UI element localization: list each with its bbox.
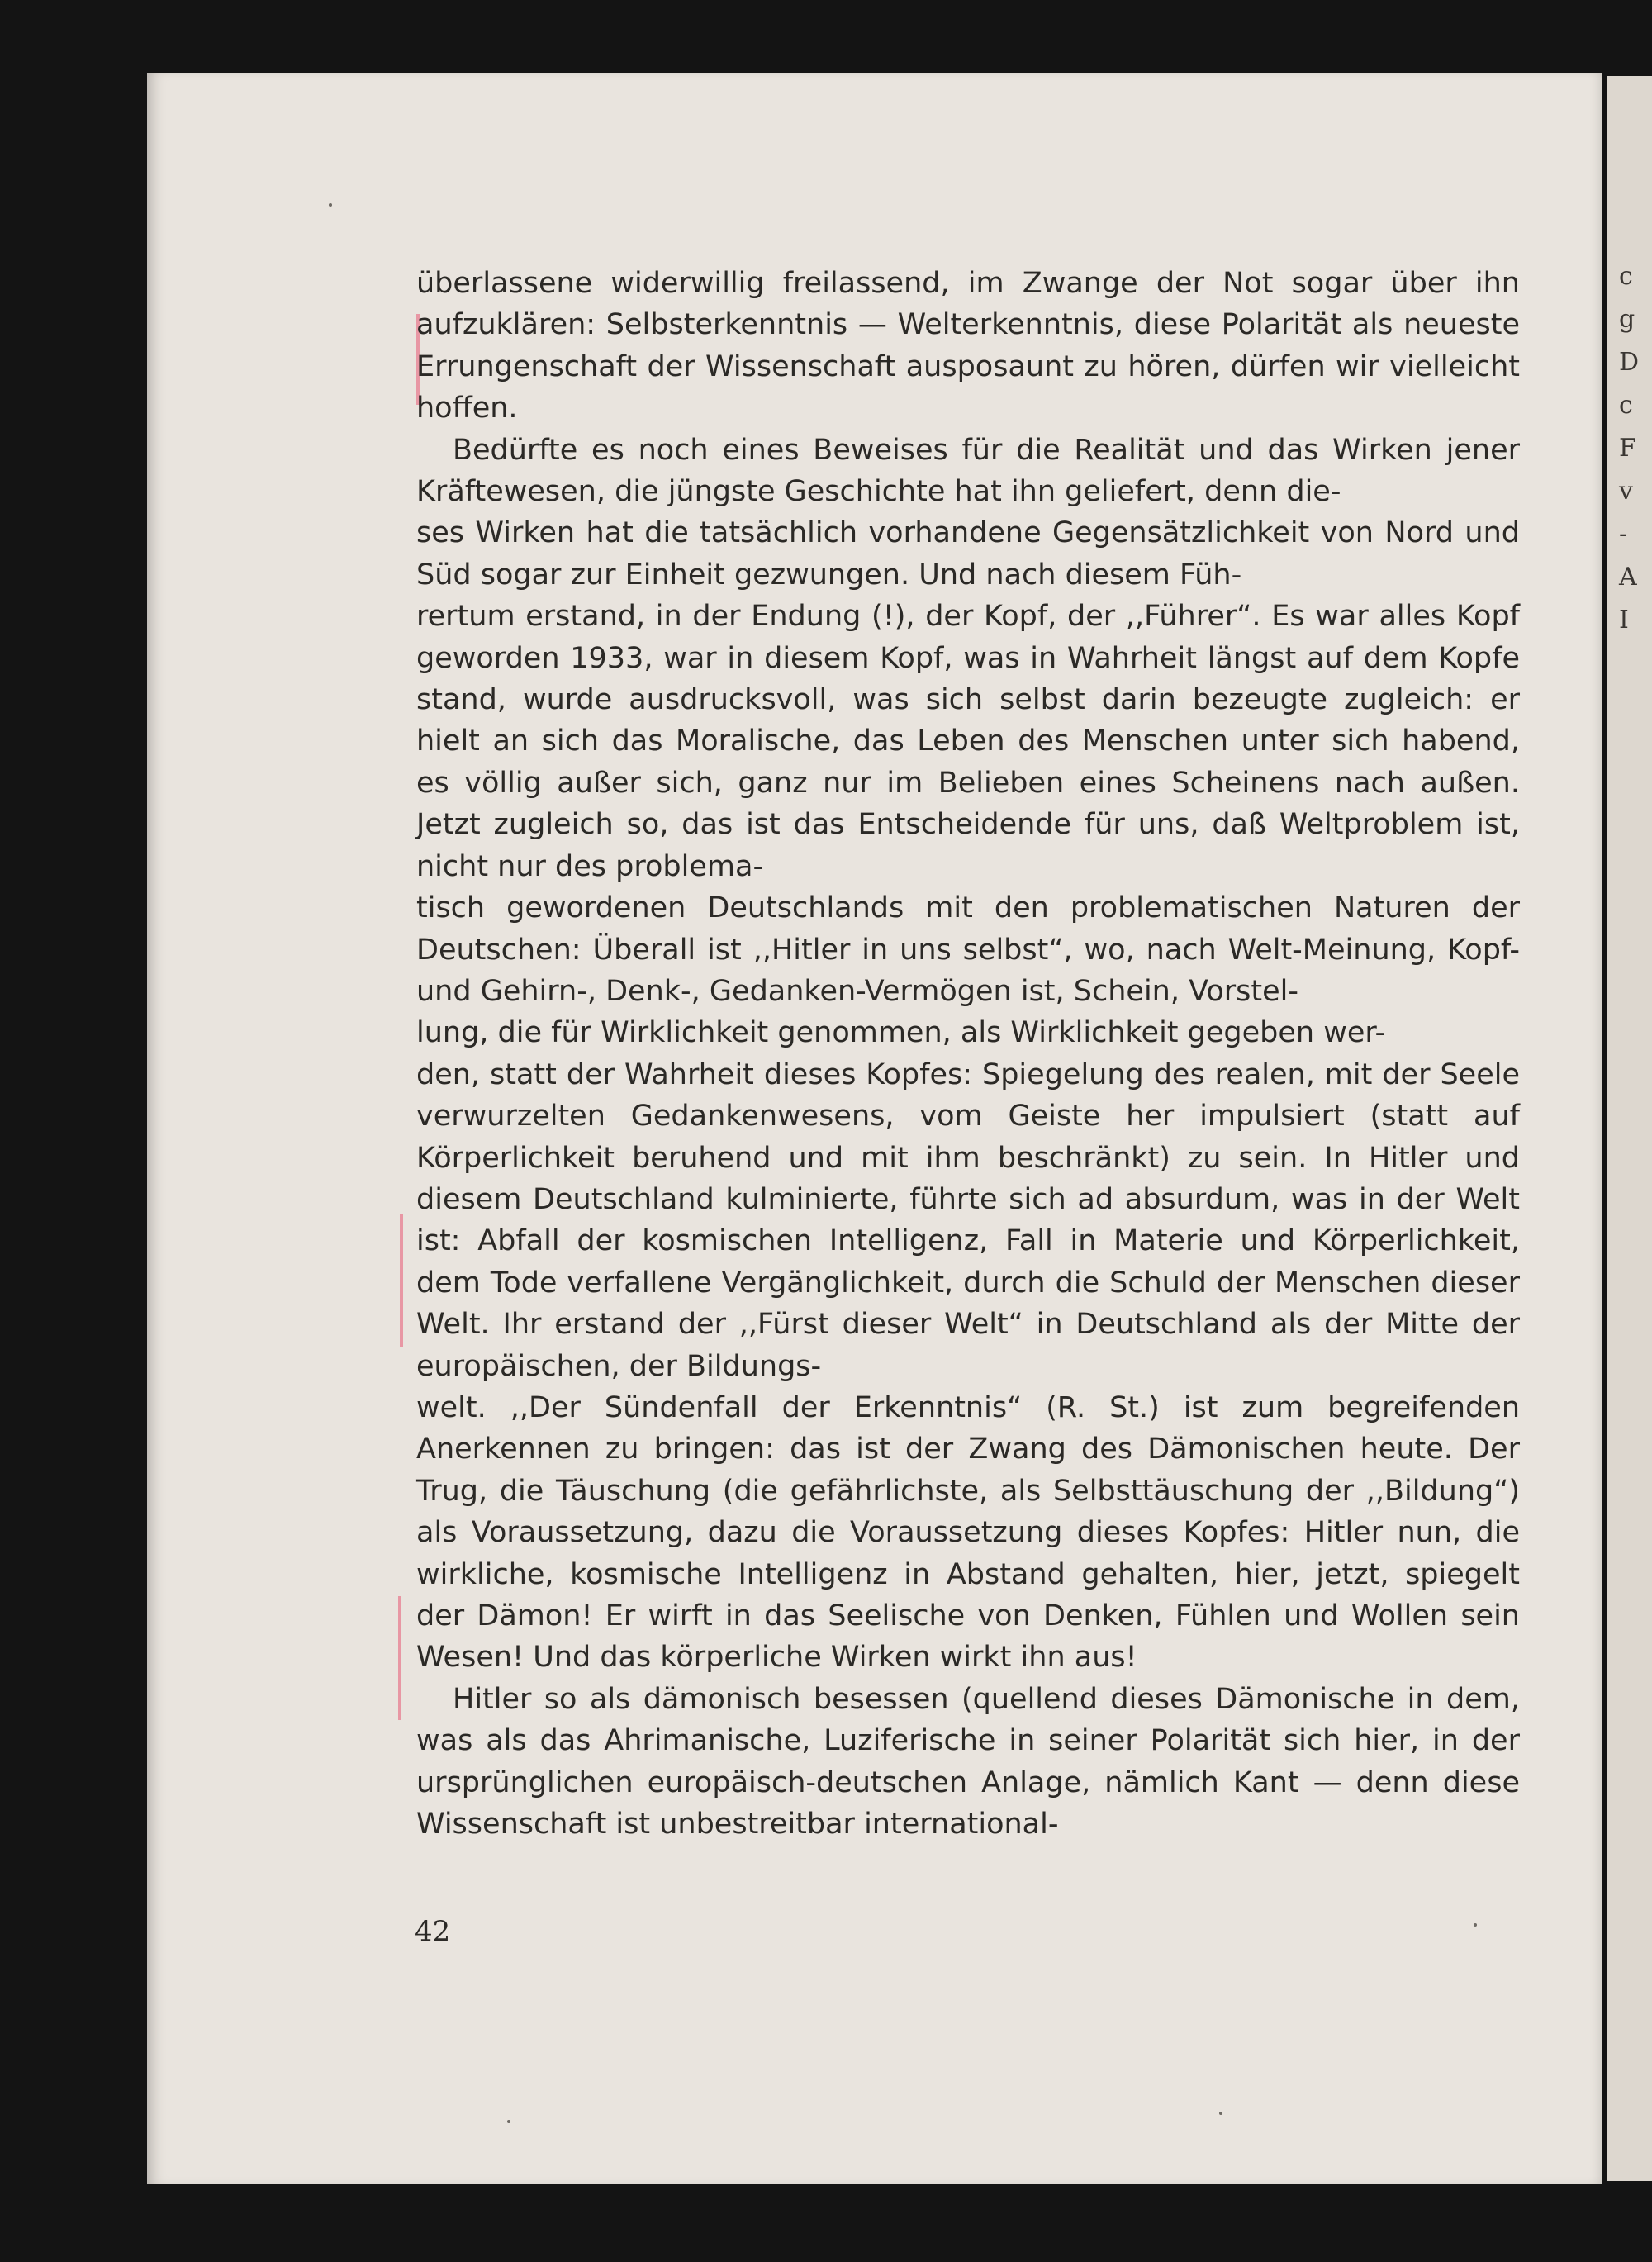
text-line: tisch gewordenen Deutschlands mit den problematischen Naturen der [416, 891, 1520, 925]
adjacent-page-fragment: A [1619, 563, 1637, 592]
adjacent-page-fragment: g [1619, 305, 1635, 334]
text-line: den, statt der Wahrheit dieses Kopfes: Spiegelung des realen, mit der [416, 1057, 1431, 1091]
text-line: Entscheidende für uns, daß Weltproblem ist, nicht nur des problema- [416, 808, 1520, 883]
text-line: und Körperlichkeit, dem Tode verfallene Vergänglichkeit, durch die [416, 1224, 1520, 1300]
text-line: längst auf dem Kopfe stand, wurde ausdrucksvoll, was sich selbst [416, 641, 1520, 717]
text-line: welt. ,,Der Sündenfall der Erkenntnis“ (R. St.) ist zum begreifenden [416, 1390, 1520, 1424]
text-line: Hitler nun, die wirkliche, kosmische Intelligenz in Abstand gehalten, [416, 1516, 1520, 1591]
text-line: lung, die für Wirklichkeit genommen, als Wirklichkeit gegeben wer- [416, 1016, 1386, 1050]
paper-speck [1474, 1923, 1477, 1927]
text-line: alles Kopf geworden 1933, war in diesem Kopf, was in Wahrheit [416, 600, 1520, 675]
text-line: Nord und Süd sogar zur Einheit gezwungen. Und nach diesem Füh- [416, 516, 1520, 592]
text-line: ihn aus! [1020, 1641, 1137, 1675]
adjacent-page-fragment: - [1619, 520, 1628, 549]
text-line: dem, was als das Ahrimanische, Luziferische in seiner Polarität sich [416, 1682, 1520, 1758]
paper-speck [1219, 2112, 1222, 2115]
paper-speck [329, 203, 332, 207]
text-line: Anerkennen zu bringen: das ist der Zwang des Dämonischen heute. [416, 1433, 1453, 1466]
body-text [416, 263, 1520, 1845]
adjacent-page-fragment: I [1619, 606, 1629, 634]
text-line: Kopf- und Gehirn-, Denk-, Gedanken-Vermögen ist, Schein, Vorstel- [416, 933, 1520, 1008]
text-line: dürfen wir vielleicht hoffen. [416, 349, 1520, 425]
page-number: 42 [415, 1915, 451, 1948]
adjacent-page-fragment: D [1619, 348, 1640, 377]
text-line: Deutschen: Überall ist ,,Hitler in uns selbst“, wo, nach Welt-Meinung, [416, 933, 1436, 967]
text-line: Hitler so als dämonisch besessen (quellend dieses Dämonische in [453, 1682, 1434, 1716]
paragraph-2 [416, 430, 1520, 1679]
adjacent-page-fragment: F [1619, 434, 1636, 463]
text-line: hier, jetzt, spiegelt der Dämon! Er wirft in das Seelische von Denken, [416, 1557, 1520, 1632]
text-line: jener Kräftewesen, die jüngste Geschichte hat ihn geliefert, denn die- [416, 433, 1520, 509]
text-line: ihn aufzuklären: Selbsterkenntnis — Welterkenntnis, diese Polarität [416, 267, 1520, 342]
text-line: Hitler und diesem Deutschland kulminierte, führte sich ad absurdum, [416, 1141, 1520, 1216]
text-line: auf Körperlichkeit beruhend und mit ihm beschränkt) zu sein. In [416, 1100, 1520, 1175]
text-line: Schuld der Menschen dieser Welt. Ihr erstand der ,,Fürst dieser [416, 1266, 1520, 1342]
text-line: ses Wirken hat die tatsächlich vorhandene Gegensätzlichkeit von [416, 516, 1374, 550]
paragraph-3 [416, 1679, 1520, 1846]
text-line: Bedürfte es noch eines Beweises für die Realität und das Wirken [453, 433, 1432, 467]
text-line: darin bezeugte zugleich: er hielt an sich das Moralische, das Leben [416, 683, 1520, 758]
text-line: hier, in der ursprünglichen europäisch-deutschen Anlage, nämlich [416, 1724, 1520, 1799]
adjacent-page-fragment: c [1619, 391, 1633, 420]
text-line: Der Trug, die Täuschung (die gefährlichste, als Selbsttäuschung der [416, 1433, 1520, 1508]
margin-mark-3 [398, 1596, 401, 1720]
text-line: Fühlen und Wollen sein Wesen! Und das körperliche Wirken wirkt [416, 1599, 1520, 1675]
text-line: rertum erstand, in der Endung (!), der Kopf, der ,,Führer“. Es war [416, 600, 1369, 634]
paragraph-1 [416, 263, 1520, 430]
adjacent-page-edge [1607, 76, 1652, 2181]
text-line: des Menschen unter sich habend, es völlig außer sich, ganz nur im [416, 725, 1520, 800]
text-line: Welt“ in Deutschland als der Mitte der europäischen, der Bildungs- [416, 1308, 1520, 1383]
text-line: ,,Bildung“) als Voraussetzung, dazu die Voraussetzung dieses Kopfes: [416, 1474, 1520, 1550]
paper-speck [507, 2120, 510, 2123]
text-line: Seele verwurzelten Gedankenwesens, vom Geiste her impulsiert (statt [416, 1057, 1520, 1133]
adjacent-page-fragment: v [1619, 477, 1633, 506]
text-line: Belieben eines Scheinens nach außen. Jetzt zugleich so, das ist das [416, 766, 1520, 842]
text-line: Kant — denn diese Wissenschaft ist unbestreitbar international- [416, 1765, 1520, 1841]
margin-mark-2 [400, 1214, 403, 1347]
text-line: als neueste Errungenschaft der Wissenschaft ausposaunt zu hören, [416, 308, 1520, 383]
adjacent-page-fragment: c [1619, 262, 1633, 291]
text-line: überlassene widerwillig freilassend, im Zwange der Not sogar über [416, 267, 1457, 300]
text-line: was in der Welt ist: Abfall der kosmischen Intelligenz, Fall in Materie [416, 1182, 1520, 1258]
